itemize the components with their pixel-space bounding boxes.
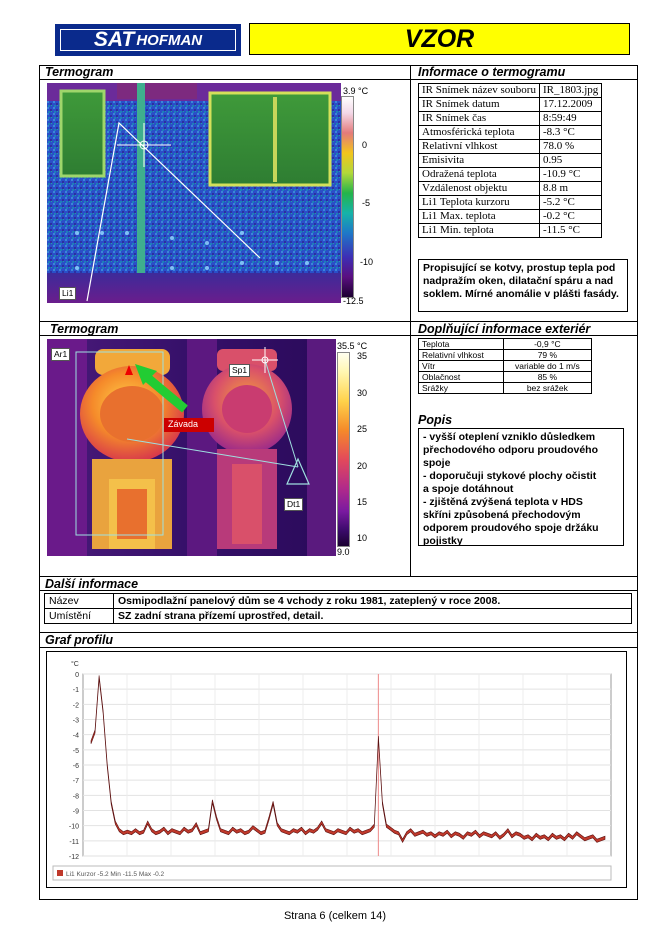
y-tick-label: -11 <box>69 838 79 846</box>
table-value-cell: -0,9 °C <box>503 339 591 350</box>
table-label-cell: Oblačnost <box>419 372 504 383</box>
y-tick-label: -2 <box>72 702 79 710</box>
table-label-cell: Srážky <box>419 383 504 394</box>
logo-sub: HOFMAN <box>136 31 203 49</box>
table-value-cell: 0.95 <box>539 154 601 168</box>
company-logo <box>55 24 241 56</box>
scale-label: -10 <box>360 257 374 267</box>
table-label-cell: Emisivita <box>419 154 540 168</box>
info-row <box>419 126 602 140</box>
popis-line: skříni způsobená přechodovým <box>423 509 581 521</box>
table-value-cell: -11.5 °C <box>539 224 601 238</box>
y-tick-label: -4 <box>72 732 79 740</box>
table-value-cell: SZ zadní strana přízemí uprostřed, detail. <box>114 609 632 624</box>
document-title: VZOR <box>249 23 630 55</box>
popis-line: a spoje dotáhnout <box>423 483 514 495</box>
table-label-cell: Li1 Teplota kurzoru <box>419 196 540 210</box>
thermo1-color-scale <box>341 96 354 298</box>
info-row <box>419 168 602 182</box>
section-dalsi: Další informace <box>45 577 139 591</box>
table-label-cell: Li1 Min. teplota <box>419 224 540 238</box>
scale-label: 9.0 <box>337 547 350 557</box>
logo-main: SAT <box>93 28 135 51</box>
info-row <box>419 140 602 154</box>
table-label-cell: Atmosférická teplota <box>419 126 540 140</box>
info-row <box>419 224 602 238</box>
table-label-cell: Relativní vlhkost <box>419 140 540 154</box>
area-marker-label: Ar1 <box>51 348 70 361</box>
info-row <box>419 98 602 112</box>
scale-label: 30 <box>357 388 368 398</box>
popis-line: - zjištěná zvýšená teplota v HDS <box>423 496 583 508</box>
table-value-cell: 79 % <box>503 350 591 361</box>
popis-box <box>418 428 624 546</box>
thermogram-note: Propisující se kotvy, prostup tepla pod nadpražím oken, dilatační spáru a nad soklem. Mírné anomálie v plášti fasády. <box>418 259 628 312</box>
info-row <box>419 112 602 126</box>
table-value-cell: 8.8 m <box>539 182 601 196</box>
table-value-cell: IR_1803.jpg <box>539 84 601 98</box>
line-marker-label: Li1 <box>59 287 76 300</box>
exterior-row <box>419 361 592 372</box>
y-tick-label: -8 <box>72 793 79 801</box>
column-divider <box>410 65 411 576</box>
section-info: Informace o termogramu <box>418 65 566 79</box>
scale-label: 35 <box>357 351 368 361</box>
table-label-cell: IR Snímek datum <box>419 98 540 112</box>
info-row <box>419 154 602 168</box>
delta-marker-label: Dt1 <box>284 498 303 511</box>
table-value-cell: Osmipodlažní panelový dům se 4 vchody z roku 1981, zateplený v roce 2008. <box>114 594 632 609</box>
table-label-cell: Vítr <box>419 361 504 372</box>
spot-marker-label: Sp1 <box>229 364 250 377</box>
y-tick-label: -5 <box>72 747 79 755</box>
y-tick-label: -3 <box>72 717 79 725</box>
exterior-row <box>419 339 592 350</box>
exterior-row <box>419 372 592 383</box>
exterior-info-table <box>418 338 592 394</box>
scale-label: 0 <box>362 140 368 150</box>
scale-label: 25 <box>357 424 368 434</box>
table-value-cell: -0.2 °C <box>539 210 601 224</box>
exterior-row <box>419 350 592 361</box>
table-label-cell: Teplota <box>419 339 504 350</box>
table-value-cell: 78.0 % <box>539 140 601 154</box>
y-tick-label: -7 <box>72 778 79 786</box>
fault-label: Závada <box>168 419 199 429</box>
exterior-row <box>419 383 592 394</box>
table-label-cell: Odražená teplota <box>419 168 540 182</box>
divider <box>39 79 638 80</box>
table-label-cell: Název <box>45 594 114 609</box>
table-label-cell: Umístění <box>45 609 114 624</box>
legend-swatch <box>57 870 63 876</box>
table-label-cell: IR Snímek název souboru <box>419 84 540 98</box>
table-label-cell: Li1 Max. teplota <box>419 210 540 224</box>
info-row <box>419 182 602 196</box>
popis-line: spoje <box>423 457 451 469</box>
table-value-cell: bez srážek <box>503 383 591 394</box>
scale-label: 20 <box>357 461 368 471</box>
y-tick-label: -10 <box>68 823 79 831</box>
legend-text: Li1 Kurzor -5.2 Min -11.5 Max -0.2 <box>66 871 165 878</box>
y-tick-label: -1 <box>72 687 79 695</box>
scale-label: 10 <box>357 533 368 543</box>
thermo2-color-scale <box>337 352 350 547</box>
table-value-cell: -10.9 °C <box>539 168 601 182</box>
table-value-cell: -5.2 °C <box>539 196 601 210</box>
table-value-cell: 17.12.2009 <box>539 98 601 112</box>
section-termogram-1: Termogram <box>45 65 114 79</box>
profile-chart-panel <box>46 651 627 888</box>
table-label-cell: Relativní vlhkost <box>419 350 504 361</box>
popis-line: pojistky <box>423 535 463 547</box>
scale-label: -5 <box>362 198 371 208</box>
divider <box>39 632 638 633</box>
popis-line: - vyšší oteplení vzniklo důsledkem <box>423 431 596 443</box>
thermogram-image-2 <box>47 339 336 556</box>
table-value-cell: -8.3 °C <box>539 126 601 140</box>
additional-info-row <box>45 609 632 624</box>
popis-line: - doporučuji stykové plochy očistit <box>423 470 597 482</box>
info-row <box>419 196 602 210</box>
table-label-cell: IR Snímek čas <box>419 112 540 126</box>
additional-info-row <box>45 594 632 609</box>
info-row <box>419 210 602 224</box>
scale-label: 15 <box>357 497 368 507</box>
popis-line: přechodového odporu proudového <box>423 444 598 456</box>
section-termogram-2: Termogram <box>50 322 119 336</box>
y-tick-label: -9 <box>72 808 79 816</box>
thermogram-info-table <box>418 83 602 238</box>
thermogram-image-1 <box>47 83 341 303</box>
table-value-cell: 8:59:49 <box>539 112 601 126</box>
scale-label: 35.5 °C <box>337 341 368 351</box>
section-popis: Popis <box>418 413 453 427</box>
y-tick-label: -12 <box>68 854 79 861</box>
scale-label: -12.5 <box>343 296 364 306</box>
y-tick-label: 0 <box>75 672 79 679</box>
profile-chart <box>47 652 626 887</box>
table-value-cell: variable do 1 m/s <box>503 361 591 372</box>
section-exterior: Doplňující informace exteriér <box>418 322 591 336</box>
page-number: Strana 6 (celkem 14) <box>283 910 387 922</box>
popis-line: odporem proudového spoje držáku <box>423 522 599 534</box>
divider <box>39 647 638 648</box>
table-label-cell: Vzdálenost objektu <box>419 182 540 196</box>
y-tick-label: -6 <box>72 763 79 770</box>
section-graf: Graf profilu <box>45 633 114 647</box>
y-axis-unit: °C <box>71 661 79 668</box>
info-row <box>419 84 602 98</box>
scale-label: 3.9 °C <box>343 86 369 96</box>
additional-info-table <box>44 593 632 624</box>
table-value-cell: 85 % <box>503 372 591 383</box>
